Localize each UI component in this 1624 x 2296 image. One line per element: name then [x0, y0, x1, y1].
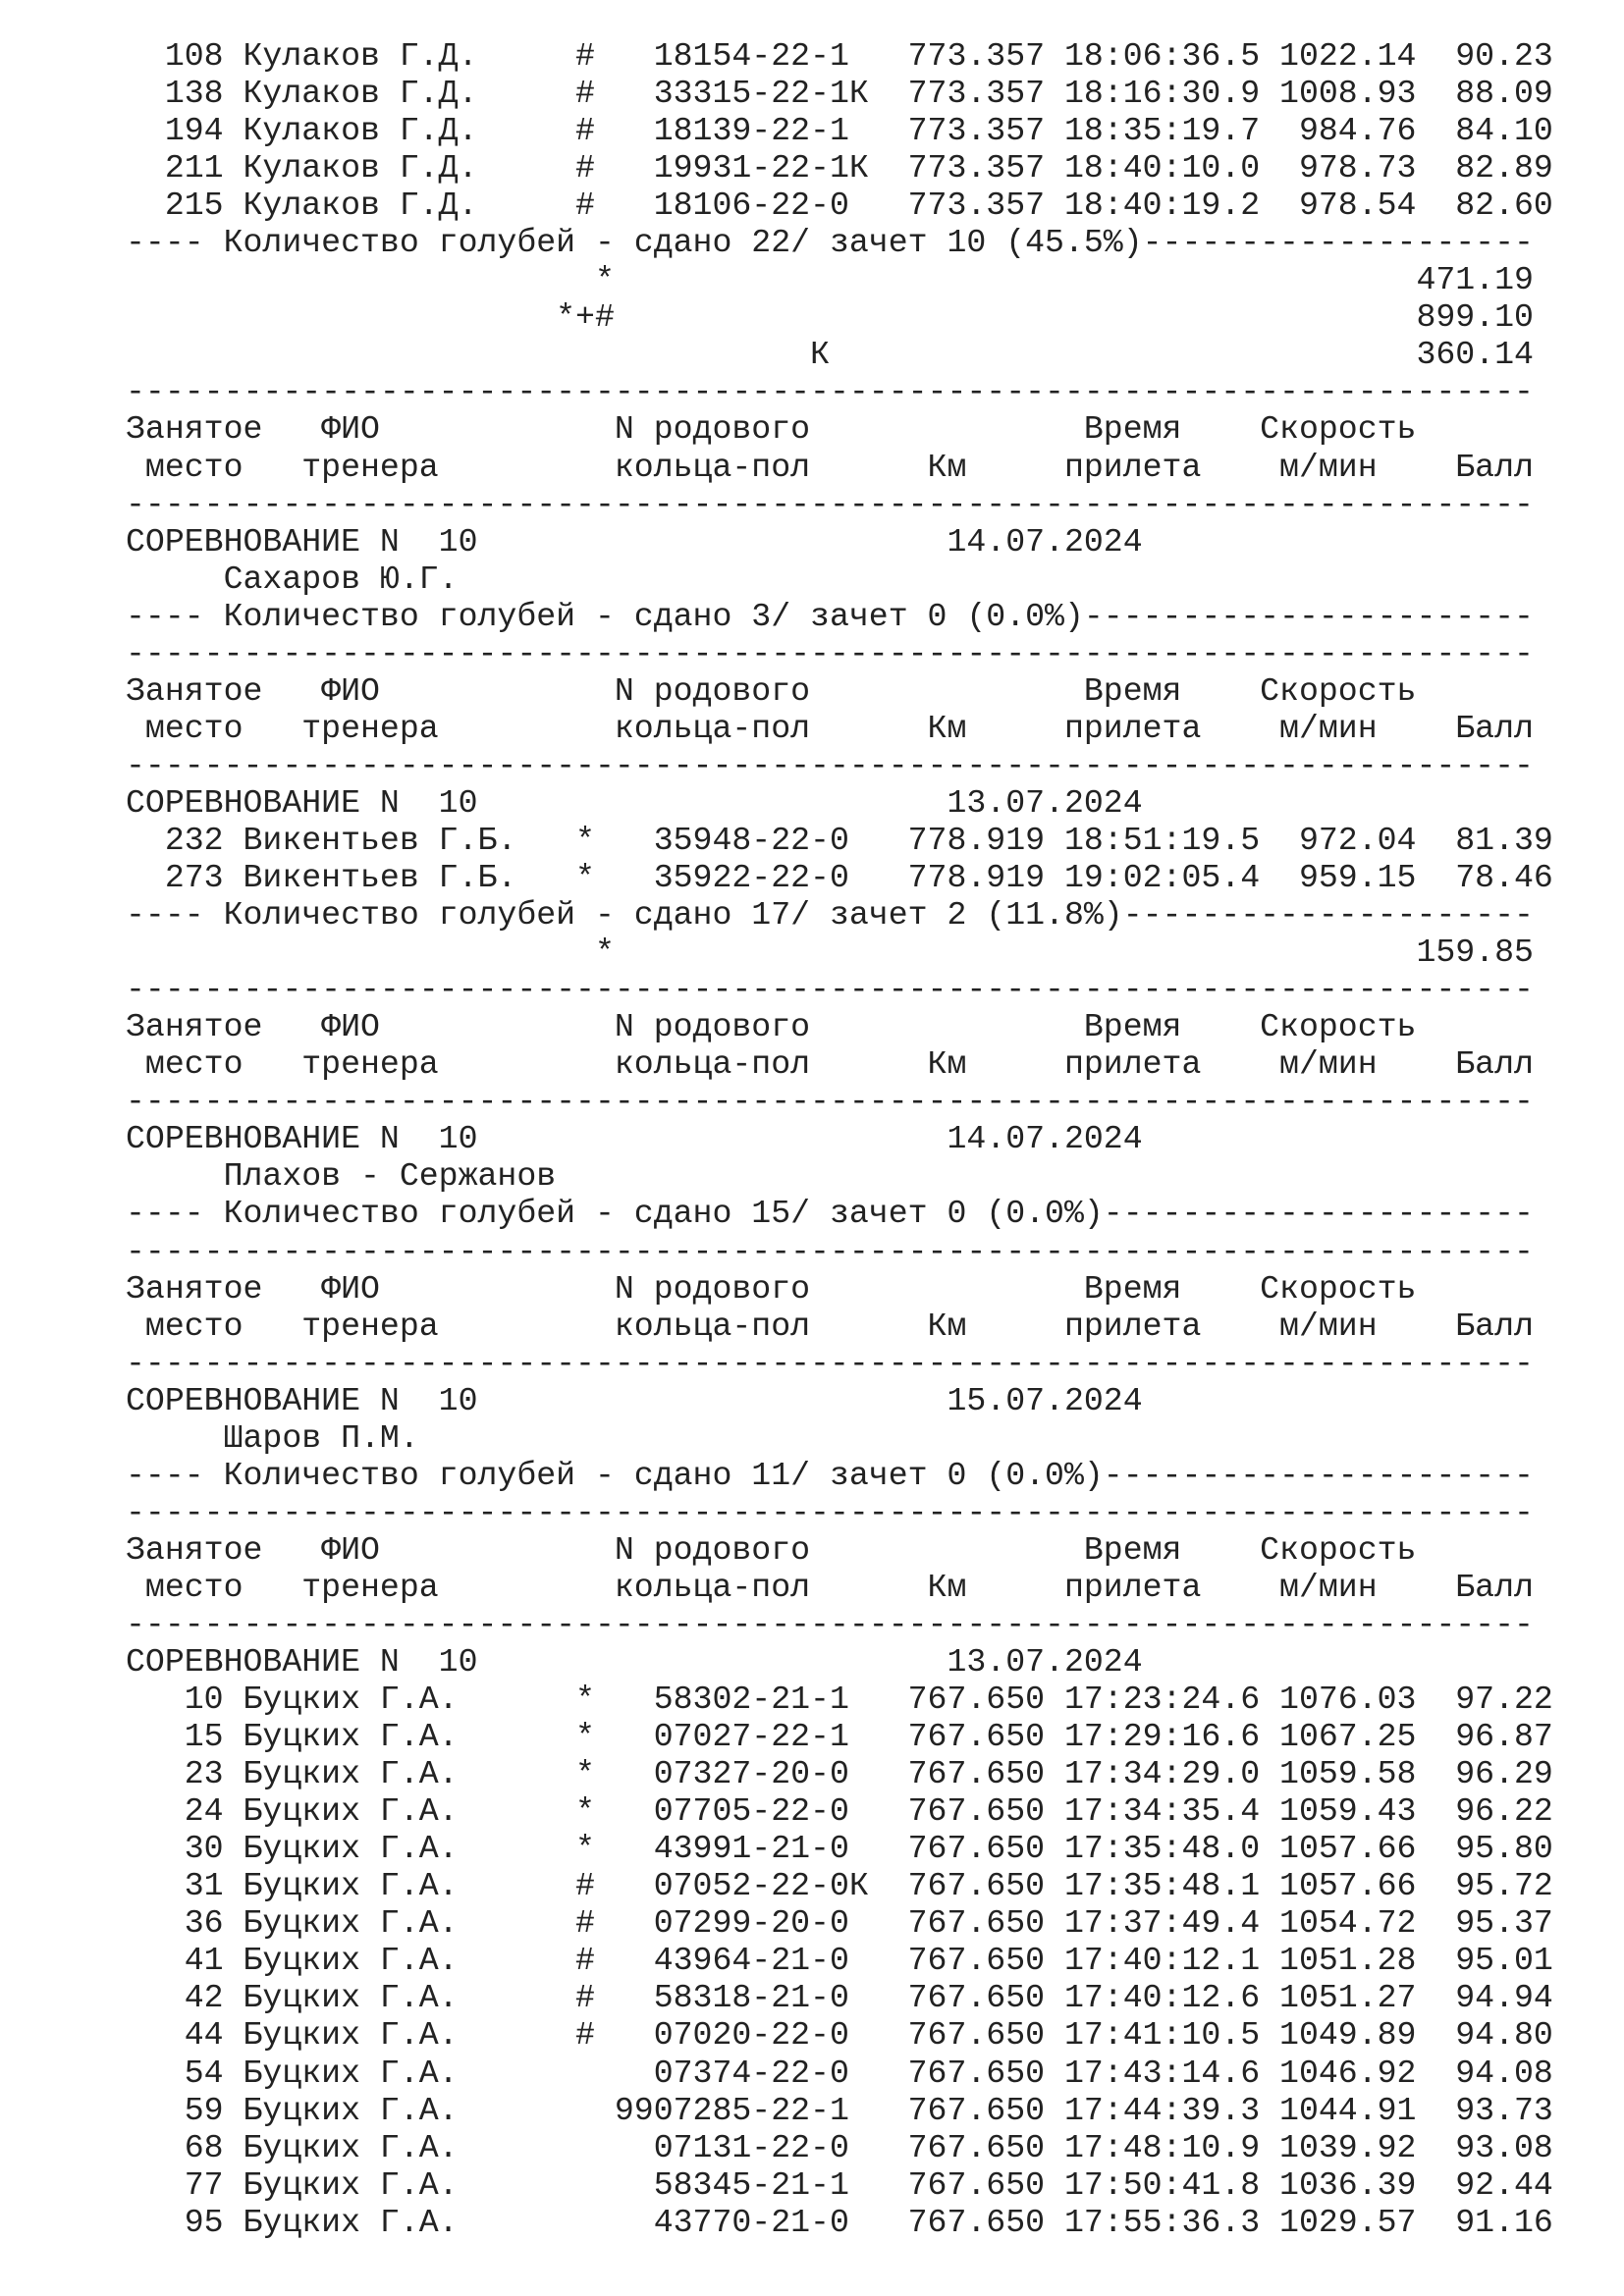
column-header-line: Занятое ФИО N родового Время Скорость — [126, 410, 1417, 449]
fancier-name-line: Шаров П.М. — [126, 1418, 419, 1457]
points-total-line: * 471.19 — [126, 261, 1534, 299]
summary-line: ---- Количество голубей - сдано 15/ зачет 0 (0.0%)---------------------- — [126, 1195, 1534, 1233]
result-row: 108 Кулаков Г.Д. # 18154-22-1 773.357 18:06:36.5 1022.14 90.23 — [126, 37, 1553, 75]
summary-line: ---- Количество голубей - сдано 3/ зачет 0 (0.0%)----------------------- — [126, 597, 1534, 635]
result-row: 36 Буцких Г.А. # 07299-20-0 767.650 17:37:49.4 1054.72 95.37 — [126, 1904, 1553, 1943]
competition-header: СОРЕВНОВАНИЕ N 10 13.07.2024 — [126, 1643, 1143, 1682]
separator-line: ------------------------------------------------------------------------ — [126, 373, 1534, 411]
column-header-line: место тренера кольца-пол Км прилета м/мин Балл — [126, 448, 1534, 486]
fancier-name-line: Сахаров Ю.Г. — [126, 560, 459, 598]
result-row: 77 Буцких Г.А. 58345-21-1 767.650 17:50:41.8 1036.39 92.44 — [126, 2165, 1553, 2204]
result-row: 31 Буцких Г.А. # 07052-22-0К 767.650 17:35:48.1 1057.66 95.72 — [126, 1867, 1553, 1905]
competition-header: СОРЕВНОВАНИЕ N 10 13.07.2024 — [126, 783, 1143, 822]
result-row: 15 Буцких Г.А. * 07027-22-1 767.650 17:29:16.6 1067.25 96.87 — [126, 1718, 1553, 1756]
result-row: 41 Буцких Г.А. # 43964-21-0 767.650 17:40:12.1 1051.28 95.01 — [126, 1942, 1553, 1980]
summary-line: ---- Количество голубей - сдано 17/ зачет 2 (11.8%)--------------------- — [126, 896, 1534, 934]
fancier-name-line: Плахов - Сержанов — [126, 1157, 557, 1196]
race-results-printout — [126, 37, 1553, 2241]
result-row: 95 Буцких Г.А. 43770-21-0 767.650 17:55:36.3 1029.57 91.16 — [126, 2203, 1553, 2241]
competition-header: СОРЕВНОВАНИЕ N 10 14.07.2024 — [126, 1120, 1143, 1158]
points-total-line: К 360.14 — [126, 336, 1534, 374]
result-row: 211 Кулаков Г.Д. # 19931-22-1К 773.357 18:40:10.0 978.73 82.89 — [126, 149, 1553, 187]
result-row: 10 Буцких Г.А. * 58302-21-1 767.650 17:23:24.6 1076.03 97.22 — [126, 1681, 1553, 1719]
separator-line: ------------------------------------------------------------------------ — [126, 1083, 1534, 1121]
separator-line: ------------------------------------------------------------------------ — [126, 1605, 1534, 1643]
summary-line: ---- Количество голубей - сдано 11/ зачет 0 (0.0%)---------------------- — [126, 1456, 1534, 1494]
column-header-line: место тренера кольца-пол Км прилета м/мин Балл — [126, 709, 1534, 747]
result-row: 68 Буцких Г.А. 07131-22-0 767.650 17:48:10.9 1039.92 93.08 — [126, 2128, 1553, 2166]
column-header-line: место тренера кольца-пол Км прилета м/мин Балл — [126, 1045, 1534, 1084]
result-row: 24 Буцких Г.А. * 07705-22-0 767.650 17:34:35.4 1059.43 96.22 — [126, 1792, 1553, 1831]
column-header-line: Занятое ФИО N родового Время Скорость — [126, 1530, 1417, 1569]
separator-line: ------------------------------------------------------------------------ — [126, 1493, 1534, 1531]
result-row: 59 Буцких Г.А. 9907285-22-1 767.650 17:44:39.3 1044.91 93.73 — [126, 2091, 1553, 2129]
points-total-line: * 159.85 — [126, 934, 1534, 972]
result-row: 232 Викентьев Г.Б. * 35948-22-0 778.919 18:51:19.5 972.04 81.39 — [126, 821, 1553, 859]
result-row: 138 Кулаков Г.Д. # 33315-22-1К 773.357 18:16:30.9 1008.93 88.09 — [126, 75, 1553, 113]
result-row: 30 Буцких Г.А. * 43991-21-0 767.650 17:35:48.0 1057.66 95.80 — [126, 1830, 1553, 1868]
separator-line: ------------------------------------------------------------------------ — [126, 746, 1534, 784]
points-total-line: *+# 899.10 — [126, 298, 1534, 337]
result-row: 54 Буцких Г.А. 07374-22-0 767.650 17:43:14.6 1046.92 94.08 — [126, 2054, 1553, 2092]
summary-line: ---- Количество голубей - сдано 22/ зачет 10 (45.5%)-------------------- — [126, 224, 1534, 262]
separator-line: ------------------------------------------------------------------------ — [126, 1344, 1534, 1382]
competition-header: СОРЕВНОВАНИЕ N 10 15.07.2024 — [126, 1381, 1143, 1419]
column-header-line: Занятое ФИО N родового Время Скорость — [126, 1008, 1417, 1046]
column-header-line: Занятое ФИО N родового Время Скорость — [126, 1269, 1417, 1308]
result-row: 44 Буцких Г.А. # 07020-22-0 767.650 17:41:10.5 1049.89 94.80 — [126, 2016, 1553, 2055]
separator-line: ------------------------------------------------------------------------ — [126, 485, 1534, 523]
separator-line: ------------------------------------------------------------------------ — [126, 634, 1534, 672]
column-header-line: Занятое ФИО N родового Время Скорость — [126, 671, 1417, 710]
column-header-line: место тренера кольца-пол Км прилета м/мин Балл — [126, 1568, 1534, 1606]
column-header-line: место тренера кольца-пол Км прилета м/мин Балл — [126, 1307, 1534, 1345]
separator-line: ------------------------------------------------------------------------ — [126, 1232, 1534, 1270]
result-row: 23 Буцких Г.А. * 07327-20-0 767.650 17:34:29.0 1059.58 96.29 — [126, 1755, 1553, 1793]
competition-header: СОРЕВНОВАНИЕ N 10 14.07.2024 — [126, 522, 1143, 561]
result-row: 273 Викентьев Г.Б. * 35922-22-0 778.919 19:02:05.4 959.15 78.46 — [126, 859, 1553, 897]
separator-line: ------------------------------------------------------------------------ — [126, 971, 1534, 1009]
result-row: 42 Буцких Г.А. # 58318-21-0 767.650 17:40:12.6 1051.27 94.94 — [126, 1979, 1553, 2017]
result-row: 194 Кулаков Г.Д. # 18139-22-1 773.357 18:35:19.7 984.76 84.10 — [126, 112, 1553, 150]
result-row: 215 Кулаков Г.Д. # 18106-22-0 773.357 18:40:19.2 978.54 82.60 — [126, 187, 1553, 225]
